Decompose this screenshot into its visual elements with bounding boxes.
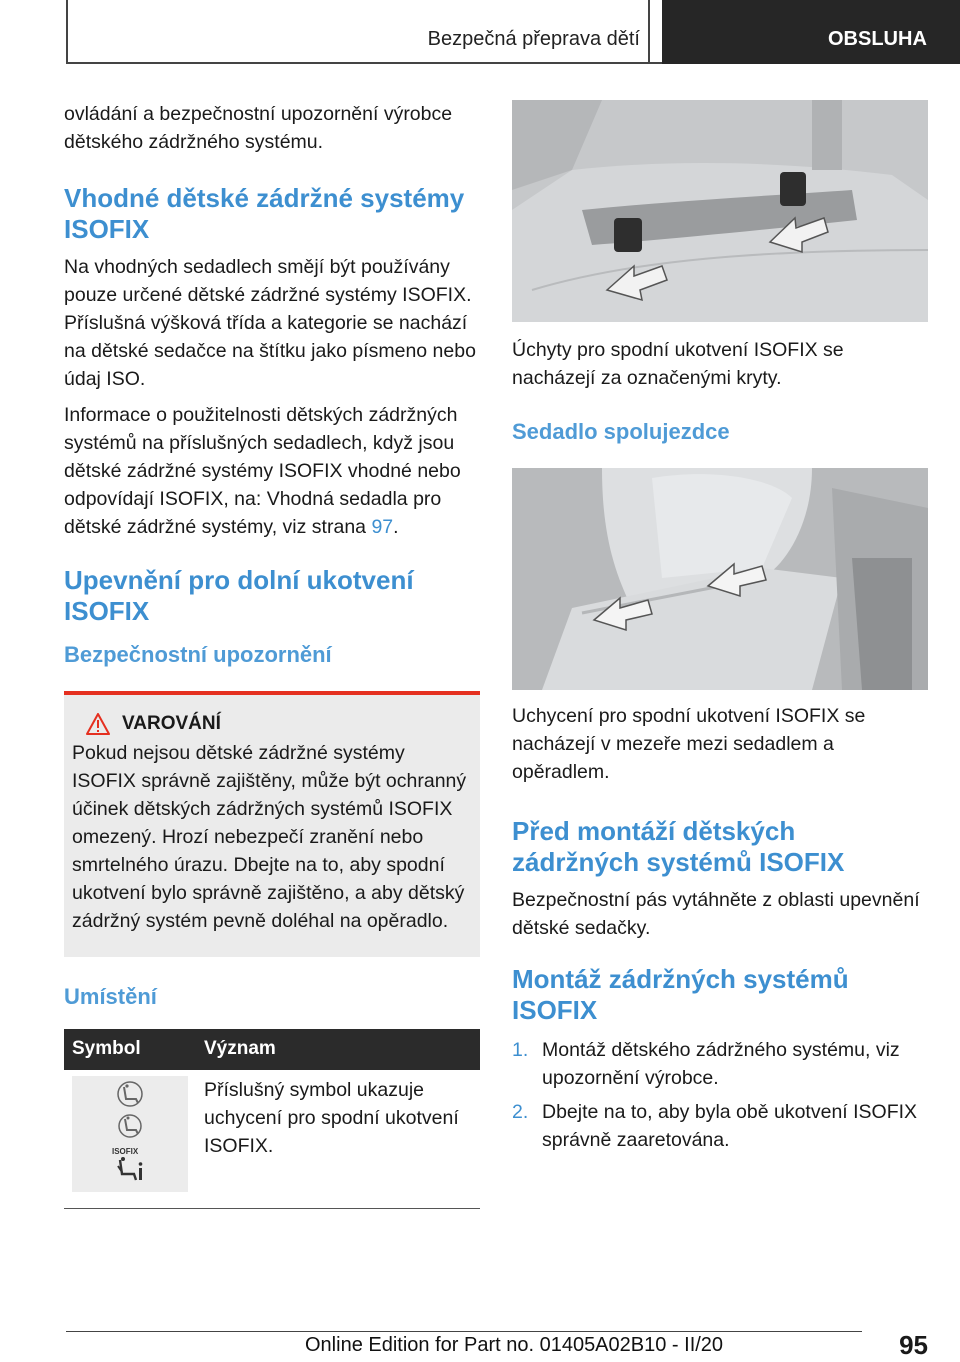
paragraph-vhodne-2-text: Informace o použitelnosti dětských zádržných systémů na příslušných sedadlech, když jsou dětské zádržné systémy ISOFIX vhodné nebo odpovídají ISOFIX, na: Vhodná sedadla pro dětské zádržné systémy, viz strana — [64, 404, 461, 538]
page-link-97[interactable]: 97 — [371, 516, 394, 538]
right-column — [512, 100, 928, 1160]
caption-rear-seat: Úchyty pro spodní ukotvení ISOFIX se nacházejí za označenými kryty. — [512, 339, 844, 389]
warning-title: VAROVÁNÍ — [122, 713, 221, 734]
chapter-label: OBSLUHA — [828, 28, 927, 50]
left-column — [64, 100, 480, 1209]
list-item — [512, 1036, 928, 1092]
paragraph-vhodne-2: Informace o použitelnosti dětských zádržných systémů na příslušných sedadlech, když jsou dětské zádržné systémy ISOFIX vhodné nebo odpovídají ISOFIX, na: Vhodná sedadla pro dětské zádržné systémy, viz strana 97. — [64, 404, 461, 538]
step-text: Dbejte na to, aby byla obě ukotvení ISOFIX správně zaaretována. — [542, 1101, 918, 1151]
passenger-seat-illustration — [512, 468, 928, 690]
table-bottom-rule — [64, 1208, 480, 1209]
photo-rear-seat-isofix — [512, 100, 928, 322]
isofix-seat-icon — [72, 1076, 188, 1192]
page-number: 95 — [899, 1330, 928, 1360]
paragraph-vhodne-1: Na vhodných sedadlech smějí být používány pouze určené dětské zádržné systémy ISOFIX. Příslušná výšková třída a kategorie se nachází na dětské sedačce na štítku jako písmeno nebo údaj ISO. — [64, 256, 476, 390]
step-number: 2. — [512, 1101, 529, 1123]
warning-box — [64, 691, 480, 957]
warning-triangle-icon — [86, 713, 110, 735]
table-row — [64, 1070, 480, 1198]
footer-edition: Online Edition for Part no. 01405A02B10 - II/20 — [305, 1334, 724, 1356]
warning-header — [72, 713, 470, 735]
heading-upevneni: Upevnění pro dolní ukotvení ISOFIX — [64, 565, 414, 626]
rear-seat-illustration — [512, 100, 928, 322]
chapter-tab — [662, 0, 960, 64]
heading-bezpecnost: Bezpečnostní upozornění — [64, 642, 332, 667]
step-text: Montáž dětského zádržného systému, viz upozornění výrobce. — [542, 1039, 900, 1089]
section-title: Bezpečná přeprava dětí — [427, 28, 640, 50]
footer-rule — [66, 1331, 862, 1332]
isofix-symbols — [72, 1076, 188, 1192]
header-rule-mid — [648, 0, 650, 64]
header-rule-bottom — [66, 62, 662, 64]
heading-sedadlo-spolujezdce: Sedadlo spolujezdce — [512, 419, 730, 444]
caption-passenger-seat: Uchycení pro spodní ukotvení ISOFIX se nacházejí v mezeře mezi sedadlem a opěradlem. — [512, 705, 866, 783]
steps-list — [512, 1036, 928, 1154]
intro-paragraph: ovládání a bezpečnostní upozornění výrobce dětského zádržného systému. — [64, 103, 453, 153]
paragraph-pred-montazi: Bezpečnostní pás vytáhněte z oblasti upevnění dětské sedačky. — [512, 889, 920, 939]
column-vyznam: Význam — [196, 1029, 480, 1070]
isofix-symbol-label: ISOFIX — [112, 1147, 139, 1156]
step-number: 1. — [512, 1039, 529, 1061]
heading-pred-montazi: Před montáží dětských zádržných systémů ISOFIX — [512, 816, 845, 877]
heading-umisteni: Umístění — [64, 984, 157, 1009]
symbol-table — [64, 1029, 480, 1198]
warning-text: Pokud nejsou dětské zádržné systémy ISOFIX správně zajištěny, může být ochranný účinek dětských zádržných systémů ISOFIX omezený. Hrozí nebezpečí zranění nebo smrtelného úrazu. Dbejte na to, aby spodní ukotvení bylo správně zajištěno, a aby dětský zádržný systém pevně doléhal na opěradlo. — [72, 742, 467, 932]
photo-passenger-seat-isofix — [512, 468, 928, 690]
column-symbol: Symbol — [64, 1029, 196, 1070]
header-rule-left — [66, 0, 68, 64]
heading-montaz: Montáž zádržných systémů ISOFIX — [512, 964, 849, 1025]
heading-vhodne: Vhodné dětské zádržné systémy ISOFIX — [64, 183, 465, 244]
list-item — [512, 1098, 928, 1154]
table-cell-meaning: Příslušný symbol ukazuje uchycení pro spodní ukotvení ISOFIX. — [204, 1079, 459, 1157]
